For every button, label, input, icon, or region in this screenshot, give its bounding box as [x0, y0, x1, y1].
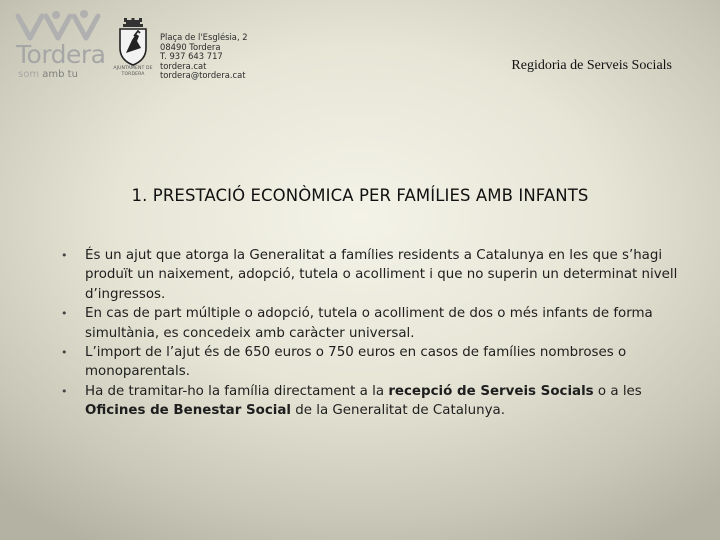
bullet-text: És un ajut que atorga la Generalitat a famílies residents a Catalunya en les que s’hagi produït un naixement, adopció, tutela o acolliment i que no superin un determinat nivell d’ingressos.	[85, 248, 678, 302]
address-line: Plaça de l'Església, 2	[160, 32, 248, 42]
highlight-benestar-social: Oficines de Benestar Social	[85, 403, 291, 419]
department-name: Regidoria de Serveis Socials	[511, 58, 672, 73]
bullet-text: L’import de l’ajut és de 650 euros o 750 euros en casos de famílies nombroses o monoparentals.	[85, 345, 627, 380]
list-item	[61, 304, 681, 343]
bullet-icon: •	[61, 346, 68, 360]
bullet-icon: •	[61, 384, 68, 398]
address-block	[160, 33, 248, 81]
bullet-icon: •	[61, 249, 68, 262]
bullet-text: En cas de part múltiple o adopció, tutela o acolliment de dos o més infants de forma simultània, es concedeix amb caràcter universal.	[85, 306, 653, 341]
address-line: 08490 Tordera	[160, 41, 221, 52]
logo-motto: som amb tu	[18, 69, 78, 80]
address-line: T. 937 643 717	[160, 51, 223, 62]
bullet-icon: •	[61, 307, 68, 321]
list-item	[61, 382, 681, 421]
town-crest	[112, 18, 154, 78]
people-figures-icon	[12, 8, 112, 42]
bullet-text: Ha de tramitar-ho la família directament a la recepció de Serveis Socials o a les Oficines de Benestar Social de la Generalitat de Catalunya.	[85, 383, 642, 419]
list-item	[61, 246, 681, 304]
slide-title: 1. PRESTACIÓ ECONÒMICA PER FAMÍLIES AMB INFANTS	[131, 186, 589, 205]
address-line: tordera@tordera.cat	[160, 70, 246, 81]
address-line: tordera.cat	[160, 60, 207, 71]
bullet-list	[61, 246, 681, 421]
coat-of-arms-icon	[112, 18, 154, 66]
highlight-serveis-socials: recepció de Serveis Socials	[388, 383, 594, 399]
tordera-logo	[12, 8, 112, 84]
crest-label: AJUNTAMENT DE TORDERA	[113, 66, 153, 77]
list-item	[61, 343, 681, 382]
logo-name: Tordera	[16, 40, 106, 69]
